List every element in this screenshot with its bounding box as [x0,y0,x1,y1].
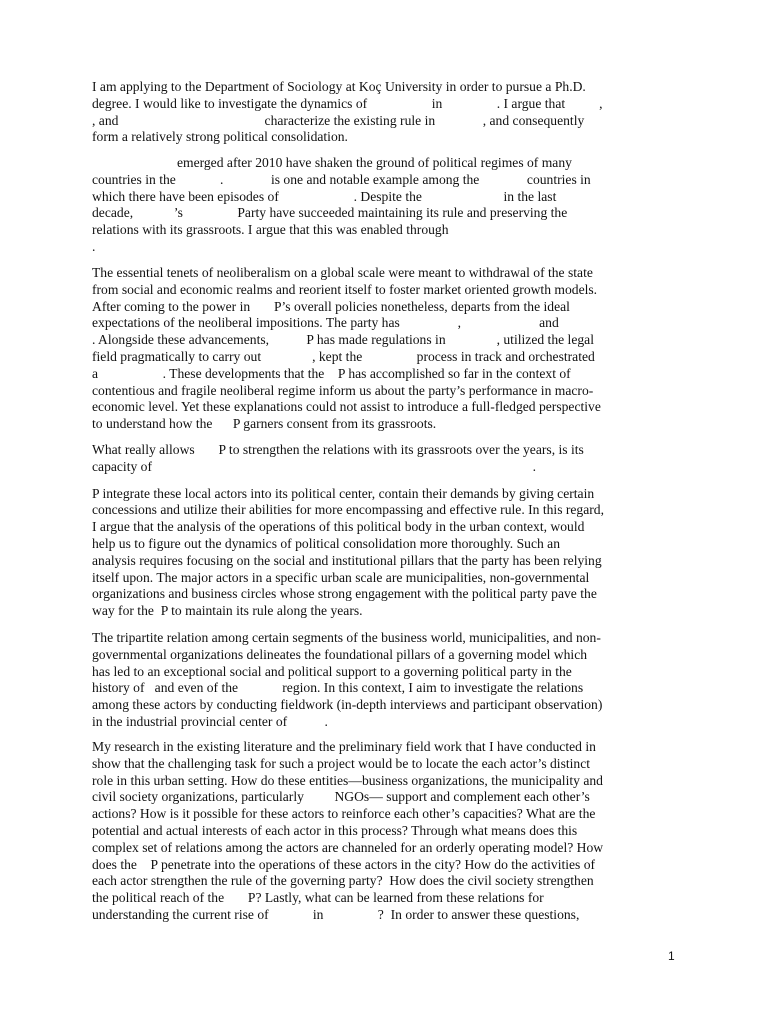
text-line: in the industrial provincial center of . [92,713,328,729]
text-line: governmental organizations delineates the foundational pillars of a governing model which [92,646,588,662]
text-line: way for the P to maintain its rule along the years. [92,603,363,619]
paragraph-background [92,155,672,256]
text-line: The tripartite relation among certain segments of the business world, municipalities, and non- [92,630,601,645]
text-line: capacity of . [92,458,537,474]
text-line: I argue that the analysis of the operations of this political body in the urban context, would [92,519,585,535]
text-line: P integrate these local actors into its political center, contain their demands by giving certain [92,485,595,501]
text-line: field pragmatically to carry out , kept the process in track and orchestrated [92,348,595,364]
text-line: analysis requires focusing on the social and institutional pillars that the party has been relying [92,552,602,568]
page-number: 1 [668,949,675,963]
text-line: which there have been episodes of . Despite the in the last [92,188,557,204]
text-line: degree. I would like to investigate the dynamics of in . I argue that , [92,95,603,111]
text-line: history of and even of the region. In this context, I aim to investigate the relations [92,680,584,696]
text-line: civil society organizations, particularly NGOs— support and complement each other’s [92,789,590,805]
text-line: the political reach of the P? Lastly, what can be learned from these relations for [92,890,544,906]
text-line: understanding the current rise of in ? In order to answer these questions, [92,906,580,922]
text-line: has led to an exceptional social and political support to a governing political party in the [92,663,572,679]
text-line: role in this urban setting. How do these entities—business organizations, the municipality and [92,772,603,788]
text-line: expectations of the neoliberal impositions. The party has , and [92,315,559,331]
text-line: economic level. Yet these explanations could not assist to introduce a full-fledged perspective [92,399,601,415]
text-line: . [92,238,96,254]
text-line: a . These developments that the P has accomplished so far in the context of [92,365,571,381]
text-line: potential and actual interests of each actor in this process? Through what means does this [92,822,578,838]
text-line: actions? How is it possible for these actors to reinforce each other’s capacities? What are the [92,806,596,822]
text-line: I am applying to the Department of Sociology at Koç University in order to pursue a Ph.D. [92,79,586,94]
text-line: . Alongside these advancements, P has made regulations in , utilized the legal [92,332,594,348]
text-line: each actor strengthen the rule of the governing party? How does the civil society strengthen [92,873,594,889]
text-line: itself upon. The major actors in a specific urban scale are municipalities, non-governmental [92,569,590,585]
text-line: After coming to the power in P’s overall policies nonetheless, departs from the ideal [92,298,570,314]
text-line: countries in the . is one and notable example among the countries in [92,171,591,187]
text-line: relations with its grassroots. I argue that this was enabled through [92,222,449,238]
text-line: My research in the existing literature and the preliminary field work that I have conducted in [92,739,596,754]
text-line: from social and economic realms and reorient itself to foster market oriented growth models. [92,281,598,297]
text-line: complex set of relations among the actors are channeled for an orderly operating model? How [92,839,604,855]
text-line: What really allows P to strengthen the relations with its grassroots over the years, is its [92,442,584,457]
text-line: show that the challenging task for such a project would be to locate the each actor’s distinct [92,755,591,771]
text-line: help us to figure out the dynamics of political consolidation more thoroughly. Such an [92,535,561,551]
text-line: decade, ’s Party have succeeded maintaining its rule and preserving the [92,205,568,221]
text-line: , and characterize the existing rule in , and consequently [92,112,585,128]
text-line: organizations and business circles whose strong engagement with the political party pave the [92,586,597,602]
text-line: concessions and utilize their abilities for more encompassing and effective rule. In this regard, [92,502,604,518]
paragraph-tripartite [92,630,672,731]
text-line: emerged after 2010 have shaken the ground of political regimes of many [92,155,572,170]
paragraph-neoliberalism [92,265,672,433]
text-line: contentious and fragile neoliberal regime inform us about the party’s performance in macro- [92,382,594,398]
text-line: among these actors by conducting fieldwork (in-depth interviews and participant observation) [92,697,603,713]
paragraph-capacity [92,442,672,620]
text-line: to understand how the P garners consent from its grassroots. [92,416,437,432]
paragraph-intro [92,79,672,146]
paragraph-research [92,739,672,924]
text-line: form a relatively strong political consolidation. [92,129,348,145]
text-line: The essential tenets of neoliberalism on a global scale were meant to withdrawal of the state [92,265,593,280]
text-line: does the P penetrate into the operations of these actors in the city? How do the activities of [92,856,596,872]
